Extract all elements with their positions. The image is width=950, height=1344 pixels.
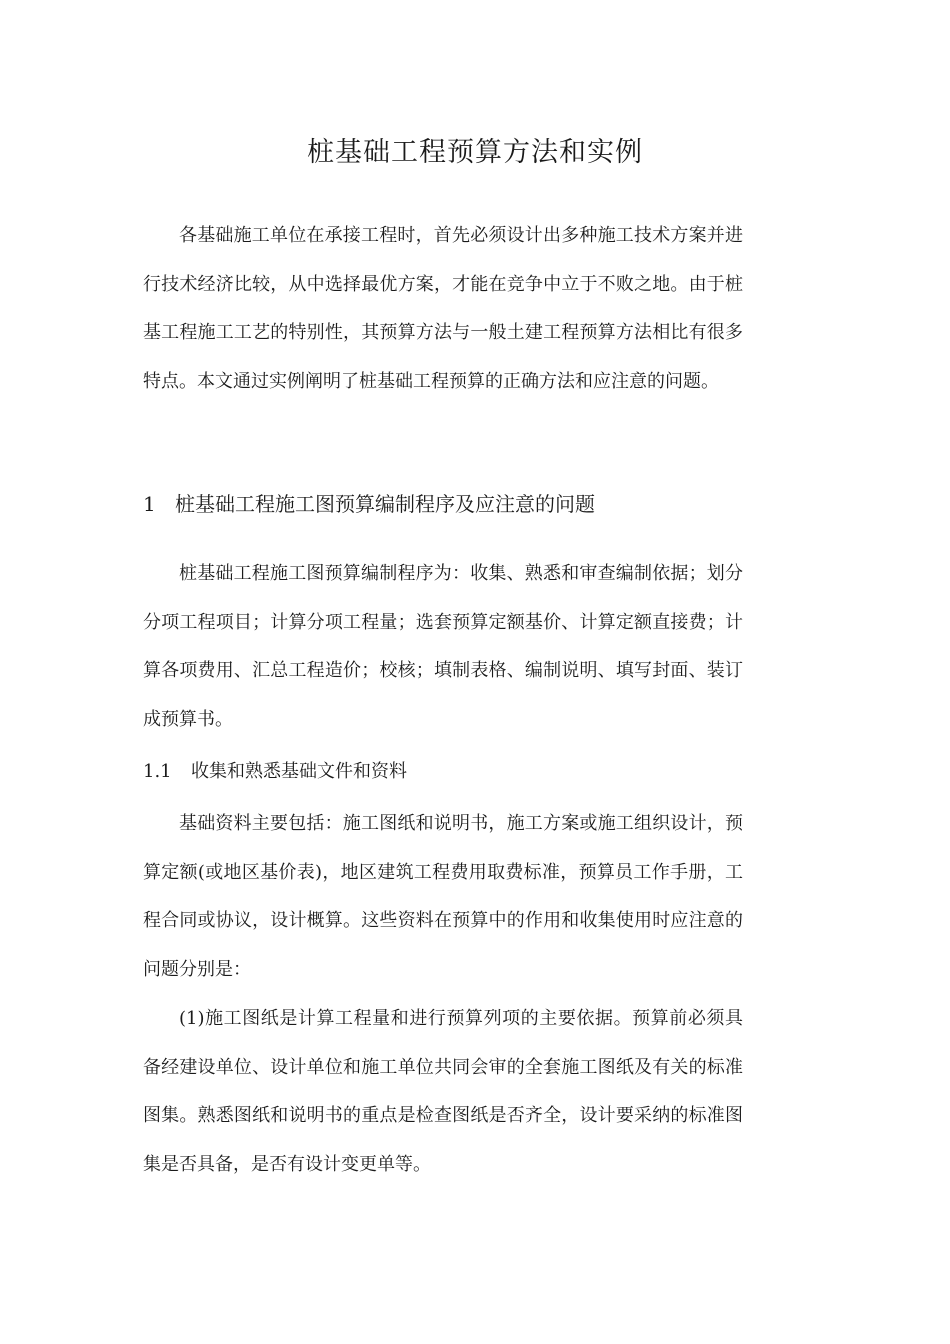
intro-paragraph: 各基础施工单位在承接工程时，首先必须设计出多种施工技术方案并进行技术经济比较，从中选择最优方案，才能在竞争中立于不败之地。由于桩基工程施工工艺的特别性，其预算方法与一般土建工程预算方法相比有很多特点。本文通过实例阐明了桩基础工程预算的正确方法和应注意的问题。 bbox=[143, 225, 743, 392]
section-1-paragraph: 桩基础工程施工图预算编制程序为：收集、熟悉和审查编制依据；划分分项工程项目；计算分项工程量；选套预算定额基价、计算定额直接费；计算各项费用、汇总工程造价；校核；填制表格、编制说明、填写封面、装订成预算书。 bbox=[143, 563, 743, 730]
section-1-1-body bbox=[143, 800, 743, 994]
section-1-1-number: 1.1 bbox=[143, 761, 172, 782]
section-1-1-title: 收集和熟悉基础文件和资料 bbox=[191, 761, 407, 782]
intro-section bbox=[143, 212, 743, 406]
section-1-heading bbox=[143, 484, 743, 524]
section-1-body bbox=[143, 550, 743, 744]
section-1-title: 桩基础工程施工图预算编制程序及应注意的问题 bbox=[175, 492, 595, 516]
section-1-number: 1 bbox=[143, 492, 156, 516]
document-title: 桩基础工程预算方法和实例 bbox=[307, 137, 643, 168]
section-1-1-heading bbox=[143, 752, 743, 792]
section-1-1 bbox=[143, 752, 743, 792]
section-1-1-item-1 bbox=[143, 995, 743, 1189]
section-1 bbox=[143, 484, 743, 524]
item-1-paragraph: (1)施工图纸是计算工程量和进行预算列项的主要依据。预算前必须具备经建设单位、设计单位和施工单位共同会审的全套施工图纸及有关的标准图集。熟悉图纸和说明书的重点是检查图纸是否齐全，设计要采纳的标准图集是否具备，是否有设计变更单等。 bbox=[143, 1008, 743, 1175]
section-1-1-paragraph: 基础资料主要包括：施工图纸和说明书，施工方案或施工组织设计，预算定额(或地区基价表)，地区建筑工程费用取费标准，预算员工作手册，工程合同或协议，设计概算。这些资料在预算中的作用和收集使用时应注意的问题分别是： bbox=[143, 813, 743, 980]
